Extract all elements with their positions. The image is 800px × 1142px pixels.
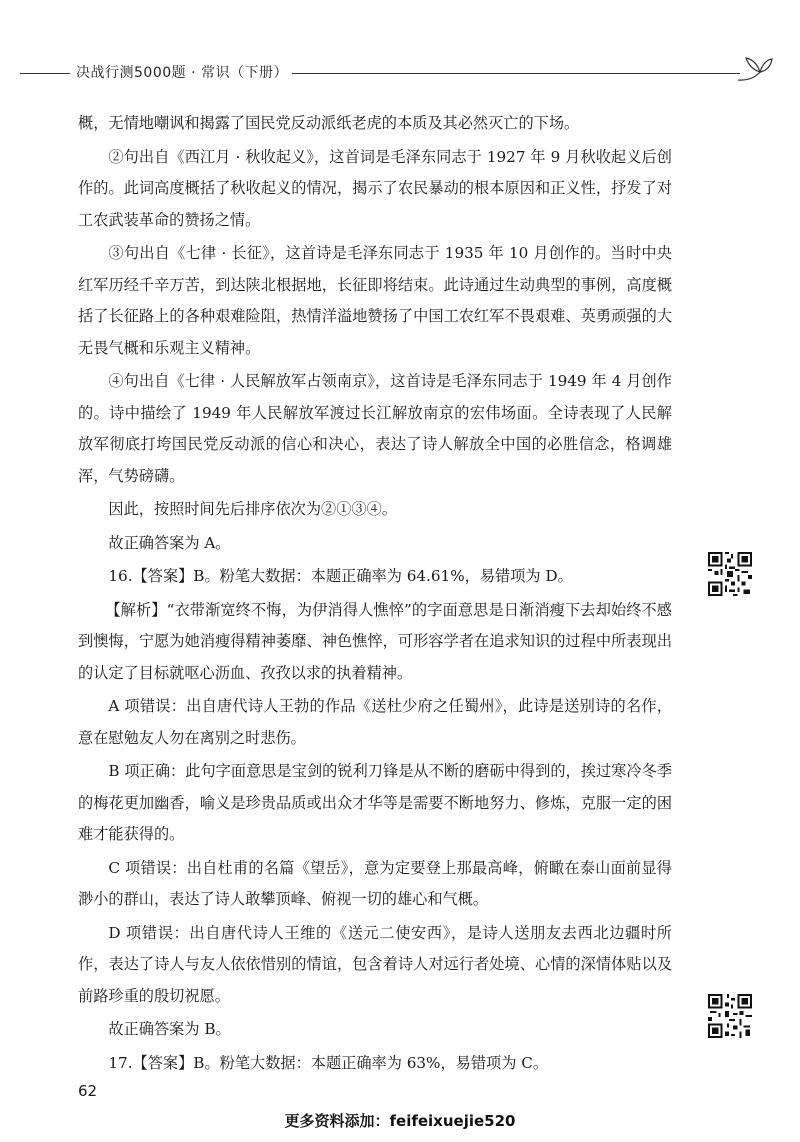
page-body	[78, 108, 672, 1081]
option-a-explanation: A 项错误：出自唐代诗人王勃的作品《送杜少府之任蜀州》，此诗是送别诗的名作，意在慰勉友人勿在离别之时悲伤。	[78, 697, 672, 747]
paragraph-order: 因此，按照时间先后排序依次为②①③④。	[108, 500, 397, 518]
question-16-answer: 16.【答案】B。粉笔大数据：本题正确率为 64.61%，易错项为 D。	[108, 567, 573, 585]
option-b-explanation: B 项正确：此句字面意思是宝剑的锐利刀锋是从不断的磨砺中得到的，挨过寒冷冬季的梅花更加幽香，喻义是珍贵品质或出众才华等是需要不断地努力、修炼，克服一定的困难才能获得的。	[78, 762, 672, 843]
option-c-explanation: C 项错误：出自杜甫的名篇《望岳》，意为定要登上那最高峰，俯瞰在泰山面前显得渺小的群山，表达了诗人敢攀顶峰、俯视一切的雄心和气概。	[78, 858, 672, 908]
option-d-explanation: D 项错误：出自唐代诗人王维的《送元二使安西》，是诗人送朋友去西北边疆时所作，表达了诗人与友人依依惜别的情谊，包含着诗人对远行者处境、心情的深情体贴以及前路珍重的殷切祝愿。	[78, 923, 672, 1005]
qr-code-icon	[708, 552, 752, 596]
paragraph-answer-15: 故正确答案为 A。	[108, 533, 231, 552]
paragraph-answer-16: 故正确答案为 B。	[108, 1020, 231, 1038]
running-header	[20, 58, 780, 88]
header-rule-right	[292, 73, 740, 74]
book-title: 决战行测5000题 · 常识（下册）	[76, 65, 288, 81]
paragraph-item-2: ②句出自《西江月 · 秋收起义》，这首词是毛泽东同志于 1927 年 9 月秋收起义后创作的。此词高度概括了秋收起义的情况，揭示了农民暴动的根本原因和正义性，抒发了对工农武装革命的赞扬之情。	[78, 147, 672, 229]
header-rule-left	[20, 73, 70, 74]
footer-note: 更多资料添加：feifeixuejie520	[284, 1112, 516, 1130]
paragraph-item-3: ③句出自《七律 · 长征》，这首诗是毛泽东同志于 1935 年 10 月创作的。当时中央红军历经千辛万苦，到达陕北根据地，长征即将结束。此诗通过生动典型的事例，高度概括了长征路上的各种艰难险阻，热情洋溢地赞扬了中国工农红军不畏艰难、英勇顽强的大无畏气概和乐观主义精神。	[78, 244, 672, 357]
paragraph-continuation: 概，无情地嘲讽和揭露了国民党反动派纸老虎的本质及其必然灭亡的下场。	[78, 114, 580, 132]
paragraph-item-4: ④句出自《七律 · 人民解放军占领南京》，这首诗是毛泽东同志于 1949 年 4 月创作的。诗中描绘了 1949 年人民解放军渡过长江解放南京的宏伟场面。全诗表现了人民解放军彻底打垮国民党反动派的信心和决心，表达了诗人解放全中国的必胜信念，格调雄浑，气势磅礴。	[78, 372, 672, 485]
page-number: 62	[78, 1082, 98, 1100]
question-17-answer: 17.【答案】B。粉笔大数据：本题正确率为 63%，易错项为 C。	[108, 1053, 549, 1072]
sprout-icon	[734, 50, 774, 84]
qr-code-icon	[708, 994, 752, 1038]
question-16-analysis: 【解析】“衣带渐宽终不悔，为伊消得人憔悴”的字面意思是日渐消瘦下去却始终不感到懊悔，宁愿为她消瘦得精神萎靡、神色憔悴，可形容学者在追求知识的过程中所表现出的认定了目标就呕心沥血、孜孜以求的执着精神。	[78, 600, 672, 682]
